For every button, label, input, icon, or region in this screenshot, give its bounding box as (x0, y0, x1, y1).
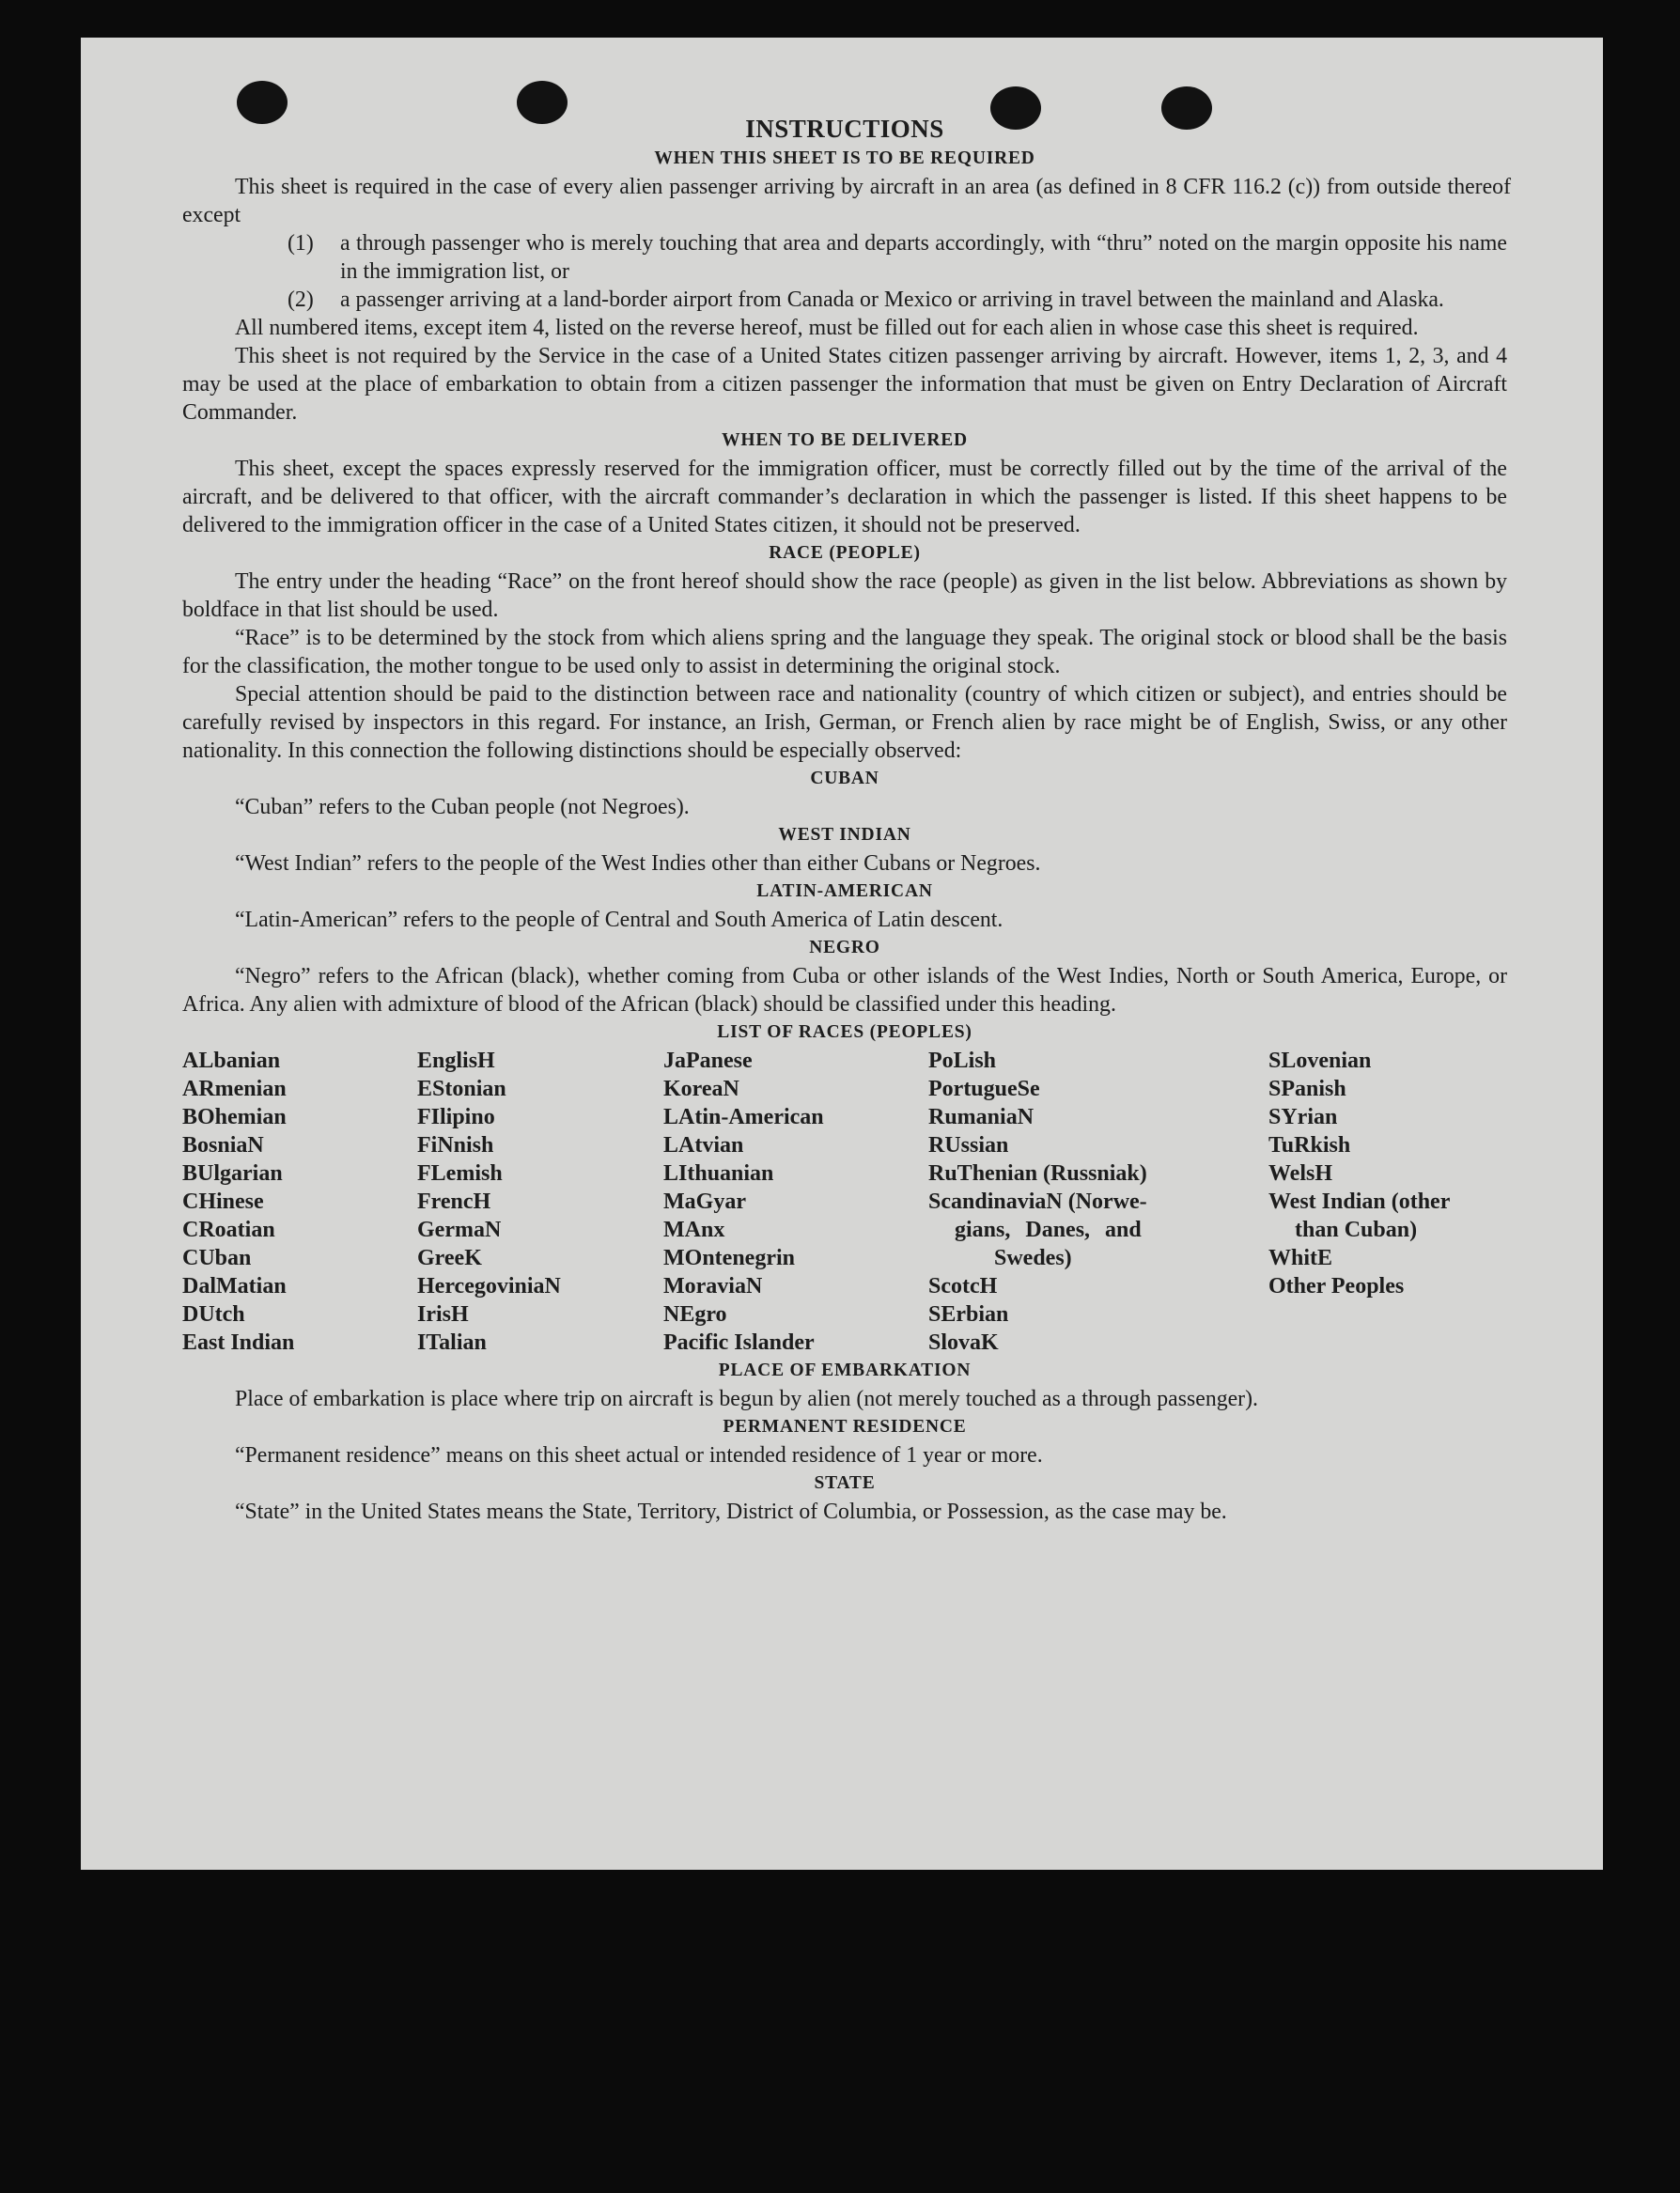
paragraph: “Permanent residence” means on this sheet actual or intended residence of 1 year or more. (235, 1443, 1043, 1468)
list-item (288, 286, 1507, 314)
heading-west-indian: WEST INDIAN (778, 825, 911, 845)
race-column (1268, 1047, 1507, 1357)
race-entry: RUssian (928, 1133, 1009, 1158)
paragraph: Special attention should be paid to the distinction between race and nationality (country of which citizen or subject), and entries should be carefully revised by inspectors in this regard. For instance, an Irish, German, or French alien by race might be of English, Swiss, or any other nationality. In this connection the following distinctions should be especially observed: (182, 682, 1507, 763)
heading-permanent-residence: PERMANENT RESIDENCE (723, 1417, 967, 1437)
race-entry: EnglisH (417, 1049, 495, 1073)
race-entry: LAtvian (663, 1133, 744, 1158)
item-text: a passenger arriving at a land-border airport from Canada or Mexico or arriving in travel between the mainland and Alaska. (340, 288, 1444, 312)
item-number: (1) (288, 231, 314, 256)
race-entry: MaGyar (663, 1190, 746, 1214)
race-entry: LIthuanian (663, 1161, 774, 1186)
race-entry: TuRkish (1268, 1133, 1351, 1158)
race-entry: ITalian (417, 1330, 487, 1355)
race-entry: MAnx (663, 1218, 725, 1242)
paragraph: Place of embarkation is place where trip on aircraft is begun by alien (not merely touched as a through passenger). (235, 1387, 1258, 1411)
item-text: a through passenger who is merely touching that area and departs accordingly, with “thru” noted on the margin opposite his name in the immigration list, or (340, 231, 1507, 284)
race-entry: ScandinaviaN (Norwe- (928, 1190, 1147, 1214)
race-entry: RuThenian (Russniak) (928, 1161, 1147, 1186)
paragraph: “Race” is to be determined by the stock from which aliens spring and the language they speak. The original stock or blood shall be the basis for the classification, the mother tongue to be used only to assist in determining the original stock. (182, 626, 1507, 678)
race-entry: Pacific Islander (663, 1330, 815, 1355)
race-entry: MoraviaN (663, 1274, 763, 1299)
paragraph: This sheet, except the spaces expressly reserved for the immigration officer, must be correctly filled out by the time of the arrival of the aircraft, and be delivered to that officer, with the aircraft commander’s declaration in which the passenger is listed. If this sheet happens to be delivered to the immigration officer in the case of a United States citizen, it should not be preserved. (182, 457, 1507, 537)
race-column (928, 1047, 1268, 1357)
race-entry: ScotcH (928, 1274, 998, 1299)
race-entry: IrisH (417, 1302, 469, 1327)
race-entry: MOntenegrin (663, 1246, 795, 1270)
document-page (81, 38, 1603, 1870)
paragraph: “Cuban” refers to the Cuban people (not Negroes). (235, 795, 690, 819)
race-entry: SYrian (1268, 1105, 1338, 1129)
race-entry: GermaN (417, 1218, 502, 1242)
race-entry: DUtch (182, 1302, 245, 1327)
race-entry: JaPanese (663, 1049, 753, 1073)
paragraph: All numbered items, except item 4, listed on the reverse hereof, must be filled out for each alien in whose case this sheet is required. (235, 316, 1419, 340)
race-list (182, 1047, 1507, 1357)
item-number: (2) (288, 288, 314, 312)
race-entry: KoreaN (663, 1077, 739, 1101)
race-entry: NEgro (663, 1302, 727, 1327)
race-entry: CUban (182, 1246, 252, 1270)
race-column (182, 1047, 417, 1357)
race-entry: LAtin-American (663, 1105, 824, 1129)
race-entry: CHinese (182, 1190, 264, 1214)
race-entry: West Indian (other (1268, 1190, 1451, 1214)
race-entry: EStonian (417, 1077, 506, 1101)
paragraph: The entry under the heading “Race” on the front hereof should show the race (people) as given in the list below. Abbreviations as shown by boldface in that list should be used. (182, 569, 1507, 622)
race-entry: FrencH (417, 1190, 491, 1214)
paragraph: This sheet is not required by the Service in the case of a United States citizen passenger arriving by aircraft. However, items 1, 2, 3, and 4 may be used at the place of embarkation to obtain from a citizen passenger the information that must be given on Entry Declaration of Aircraft Commander. (182, 344, 1507, 425)
race-entry: Other Peoples (1268, 1274, 1405, 1299)
race-column (417, 1047, 663, 1357)
race-entry: WhitE (1268, 1246, 1333, 1270)
race-entry: ARmenian (182, 1077, 287, 1101)
race-entry: SLovenian (1268, 1049, 1372, 1073)
race-entry: East Indian (182, 1330, 295, 1355)
race-entry: PortugueSe (928, 1077, 1040, 1101)
page-title: INSTRUCTIONS (745, 115, 944, 143)
race-entry: BosniaN (182, 1133, 264, 1158)
race-entry: BOhemian (182, 1105, 287, 1129)
race-entry: GreeK (417, 1246, 482, 1270)
list-item (288, 229, 1507, 286)
race-entry: SErbian (928, 1302, 1009, 1327)
race-entry: WelsH (1268, 1161, 1333, 1186)
heading-when-delivered: WHEN TO BE DELIVERED (722, 430, 968, 450)
paragraph: “West Indian” refers to the people of the West Indies other than either Cubans or Negroes. (235, 851, 1041, 876)
race-entry: ALbanian (182, 1049, 281, 1073)
paragraph: “Latin-American” refers to the people of Central and South America of Latin descent. (235, 908, 1003, 932)
heading-race: RACE (PEOPLE) (769, 543, 921, 563)
race-entry: BUlgarian (182, 1161, 283, 1186)
race-entry: SPanish (1268, 1077, 1346, 1101)
race-entry: RumaniaN (928, 1105, 1034, 1129)
race-entry: FLemish (417, 1161, 503, 1186)
heading-latin-american: LATIN-AMERICAN (756, 881, 933, 901)
heading-list-of-races: LIST OF RACES (PEOPLES) (717, 1022, 972, 1042)
race-entry-continued: gians, Danes, and (955, 1218, 1142, 1242)
heading-state: STATE (814, 1473, 876, 1493)
race-column (663, 1047, 928, 1357)
race-entry: FIlipino (417, 1105, 495, 1129)
race-entry: PoLish (928, 1049, 997, 1073)
heading-negro: NEGRO (809, 938, 880, 957)
race-entry: CRoatian (182, 1218, 275, 1242)
paragraph: “State” in the United States means the State, Territory, District of Columbia, or Possession, as the case may be. (235, 1500, 1227, 1524)
paragraph: This sheet is required in the case of every alien passenger arriving by aircraft in an area (as defined in 8 CFR 116.2 (c)) from outside thereof except (182, 175, 1511, 227)
race-entry: DalMatian (182, 1274, 287, 1299)
race-entry-continued: than Cuban) (1295, 1218, 1418, 1242)
instructions-content (182, 113, 1511, 1526)
heading-when-required: WHEN THIS SHEET IS TO BE REQUIRED (654, 148, 1035, 168)
race-entry: SlovaK (928, 1330, 999, 1355)
heading-cuban: CUBAN (810, 769, 879, 788)
race-entry: FiNnish (417, 1133, 494, 1158)
paragraph: “Negro” refers to the African (black), whether coming from Cuba or other islands of the West Indies, North or South America, Europe, or Africa. Any alien with admixture of blood of the African (black) should be classified under this heading. (182, 964, 1507, 1017)
race-entry-continued: Swedes) (994, 1246, 1072, 1270)
heading-embarkation: PLACE OF EMBARKATION (718, 1361, 972, 1380)
race-entry: HercegoviniaN (417, 1274, 561, 1299)
